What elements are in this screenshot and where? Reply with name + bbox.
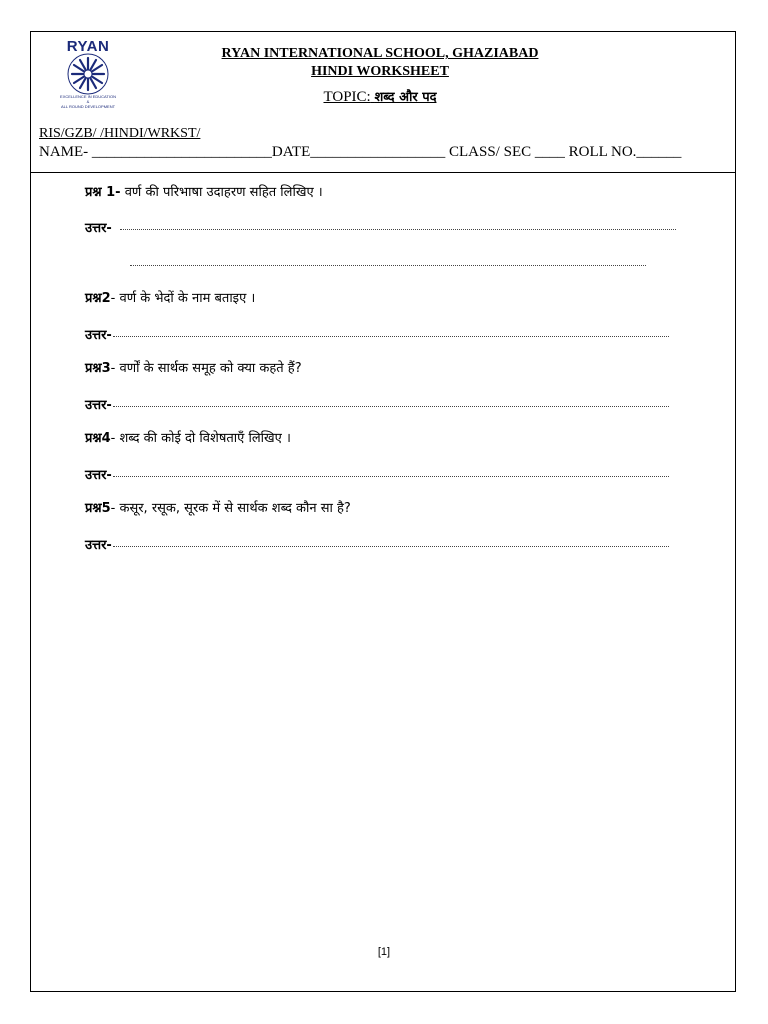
question-1: [85, 182, 323, 200]
question-text: - वर्णों के सार्थक समूह को क्या कहते हैं?: [110, 361, 302, 376]
answer-label: उत्तर-: [85, 221, 112, 236]
answer-label: उत्तर-: [85, 398, 112, 413]
date-field[interactable]: DATE__________________: [271, 144, 446, 160]
question-label: प्रश्न3: [85, 361, 111, 376]
class-sec-field[interactable]: CLASS/ SEC ____: [445, 144, 569, 160]
logo-tagline-line: EXCELLENCE IN EDUCATION: [60, 94, 116, 99]
question-text: - कसूर, रसूक, सूरक में से सार्थक शब्द कौन सा है?: [110, 501, 351, 516]
topic-label: TOPIC:: [323, 89, 371, 105]
answer-line-4[interactable]: [113, 476, 669, 477]
name-field[interactable]: NAME- ________________________: [39, 144, 272, 160]
question-label: प्रश्न2: [85, 291, 111, 306]
answer-line-3[interactable]: [113, 406, 669, 407]
question-5: [85, 498, 351, 516]
question-text: - शब्द की कोई दो विशेषताएँ लिखिए ।: [110, 431, 291, 446]
page-number: [1]: [377, 946, 391, 958]
worksheet-subject: HINDI WORKSHEET: [311, 64, 449, 79]
worksheet-reference: RIS/GZB/ /HINDI/WRKST/: [39, 126, 201, 141]
logo-wordmark: RYAN: [66, 38, 110, 55]
question-2: [85, 288, 255, 306]
question-label: प्रश्न 1-: [85, 185, 121, 200]
question-label: प्रश्न5: [85, 501, 111, 516]
student-info-row: [39, 144, 681, 161]
topic-value: शब्द और पद: [374, 90, 437, 105]
answer-line-2[interactable]: [113, 336, 669, 337]
answer-label: उत्तर-: [85, 328, 112, 343]
worksheet-topic: [150, 87, 610, 106]
logo-tagline-line: &: [86, 99, 90, 104]
answer-label: उत्तर-: [85, 468, 112, 483]
logo-tagline-line: ALL ROUND DEVELOPMENT: [60, 104, 116, 109]
answer-line-1b[interactable]: [130, 265, 646, 266]
school-name: RYAN INTERNATIONAL SCHOOL, GHAZIABAD: [221, 46, 539, 61]
answer-label: उत्तर-: [85, 538, 112, 553]
question-label: प्रश्न4: [85, 431, 111, 446]
school-logo: [50, 38, 126, 110]
logo-sunburst-icon: [50, 52, 126, 96]
question-text: - वर्ण के भेदों के नाम बताइए ।: [110, 291, 256, 306]
logo-tagline: [50, 94, 126, 109]
question-text: वर्ण की परिभाषा उदाहरण सहित लिखिए ।: [120, 185, 323, 200]
answer-line-1a[interactable]: [120, 229, 676, 230]
roll-no-field[interactable]: ROLL NO.______: [568, 144, 682, 160]
answer-line-5[interactable]: [113, 546, 669, 547]
question-3: [85, 358, 302, 376]
header-divider: [30, 172, 736, 173]
question-4: [85, 428, 291, 446]
